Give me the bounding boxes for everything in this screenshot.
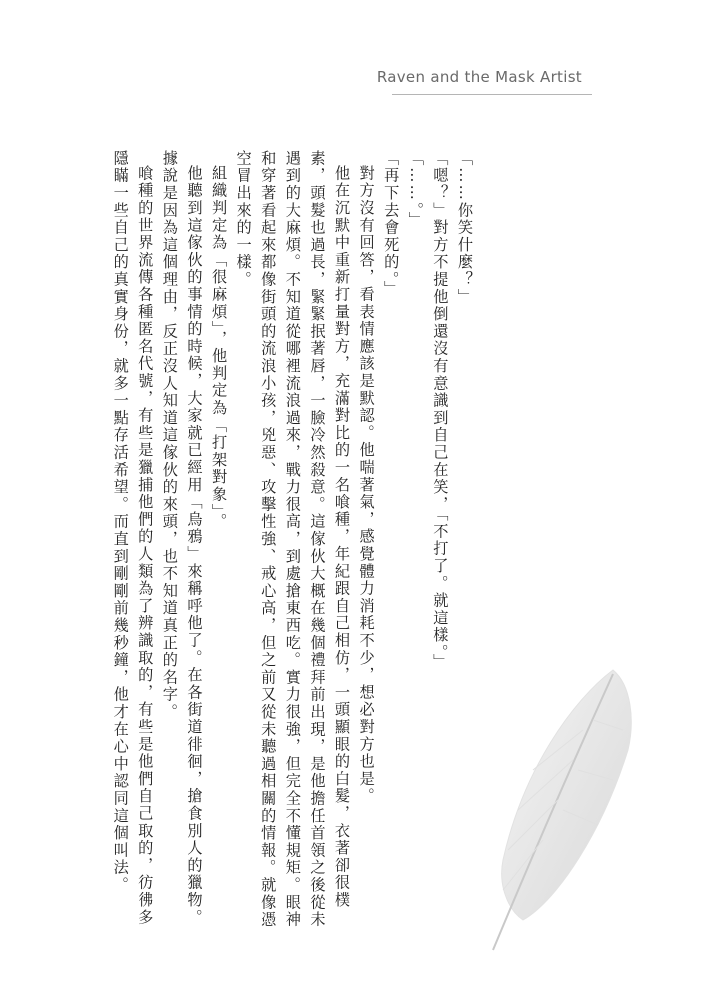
paragraph: 喰種的世界流傳各種匿名代號，有些是獵捕他們的人類為了辨識取的，有些是他們自己取的，彷彿多隱瞞一些自己的真實身份，就多一點存活希望。而直到剛剛前幾秒鐘，他才在心中認同這個叫法。 xyxy=(111,150,155,927)
dialogue-line: 「……。」 xyxy=(406,150,425,229)
feather-illustration xyxy=(463,660,653,960)
paragraph: 他聽到這傢伙的事情的時候，大家就已經用「烏鴉」來稱呼他了。在各街道徘徊，搶食別人的獵物。據說是因為這個理由，反正沒人知道這傢伙的來頭，也不知道真正的名字。 xyxy=(160,150,204,927)
dialogue-line: 「再下去會死的。」 xyxy=(382,150,401,299)
header-rule xyxy=(392,94,592,95)
running-header: Raven and the Mask Artist xyxy=(376,68,582,86)
paragraph: 他在沉默中重新打量對方，充滿對比的一名喰種，年紀跟自己相仿，一頭顯眼的白髮，衣著卻很樸素，頭髮也過長，緊緊抿著唇，一臉冷然殺意。這傢伙大概在幾個禮拜前出現，是他擔任首領之後從未遇到的大麻煩。不知道從哪裡流浪過來，戰力很高，到處搶東西吃。實力很強，但完全不懂規矩。眼神和穿著看起來都像街頭的流浪小孩，兇惡、攻擊性強、戒心高，但之前又從未聽過相關的情報。就像憑空冒出來的一樣。 xyxy=(234,150,352,929)
dialogue-line: 「……你笑什麼？」 xyxy=(456,150,474,306)
paragraph: 組織判定為「很麻煩」，他判定為「打架對象」。 xyxy=(210,165,229,531)
body-text xyxy=(108,150,477,930)
paragraph: 對方沒有回答，看表情應該是默認。他喘著氣，感覺體力消耗不少，想必對方也是。 xyxy=(357,165,376,806)
dialogue-line: 「嗯？」對方不提他倒還沒有意識到自己在笑，「不打了。就這樣。」 xyxy=(431,150,450,672)
